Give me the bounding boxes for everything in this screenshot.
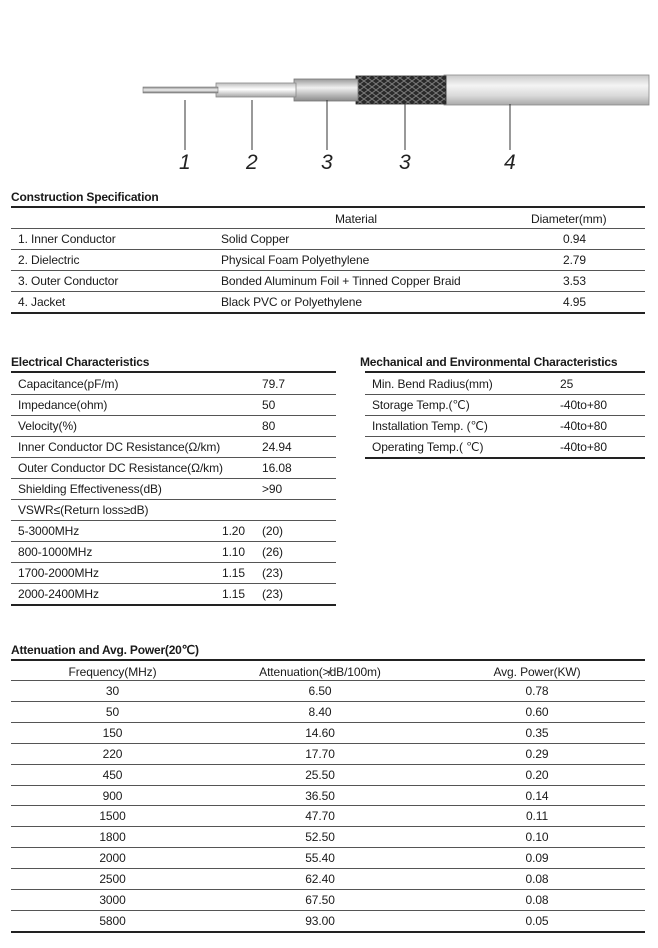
attenuation-value: 67.50	[305, 893, 335, 907]
mechanical-row-label: Installation Temp. (℃)	[372, 419, 488, 433]
attenuation-value: 17.70	[305, 747, 335, 761]
attenuation-frequency: 5800	[99, 914, 126, 928]
attenuation-row-divider	[11, 701, 645, 702]
construction-header-rule	[11, 228, 645, 229]
attenuation-row-divider	[11, 743, 645, 744]
electrical-row-value: >90	[262, 482, 283, 496]
vswr-band: 800-1000MHz	[18, 545, 93, 559]
electrical-row-label: Outer Conductor DC Resistance(Ω/km)	[18, 461, 223, 475]
attenuation-frequency: 2500	[99, 872, 126, 886]
attenuation-row-divider	[11, 785, 645, 786]
construction-row-part: 4. Jacket	[18, 295, 66, 309]
attenuation-power: 0.20	[525, 768, 549, 782]
attenuation-header-attenuation: Attenuation(≯dB/100m)	[259, 665, 381, 679]
vswr-value: 1.10	[222, 545, 245, 559]
construction-row-diameter: 0.94	[563, 232, 586, 246]
construction-top-rule	[11, 206, 645, 208]
construction-row-divider	[11, 270, 645, 271]
jacket-layer	[444, 75, 649, 105]
attenuation-row-divider	[11, 805, 645, 806]
construction-row-diameter: 2.79	[563, 253, 586, 267]
attenuation-power: 0.09	[525, 851, 549, 865]
construction-header-diameter: Diameter(mm)	[531, 212, 607, 226]
electrical-row-value: 24.94	[262, 440, 292, 454]
attenuation-power: 0.10	[525, 830, 549, 844]
attenuation-bottom-rule	[11, 931, 645, 933]
callout-3a: 3	[321, 151, 333, 174]
attenuation-row-divider	[11, 722, 645, 723]
electrical-row-divider	[11, 499, 336, 500]
electrical-row-label: Velocity(%)	[18, 419, 77, 433]
electrical-row-label: Inner Conductor DC Resistance(Ω/km)	[18, 440, 221, 454]
vswr-label: VSWR≤(Return loss≥dB)	[18, 503, 149, 517]
attenuation-row-divider	[11, 764, 645, 765]
mechanical-row-divider	[365, 415, 645, 416]
electrical-row-label: Capacitance(pF/m)	[18, 377, 119, 391]
attenuation-value: 55.40	[305, 851, 335, 865]
construction-row-material: Solid Copper	[221, 232, 290, 246]
mechanical-row-label: Storage Temp.(℃)	[372, 398, 470, 412]
attenuation-row-divider	[11, 826, 645, 827]
mechanical-row-value: 25	[560, 377, 574, 391]
attenuation-value: 8.40	[308, 705, 332, 719]
attenuation-value: 14.60	[305, 726, 335, 740]
construction-row-material: Physical Foam Polyethylene	[221, 253, 370, 267]
attenuation-power: 0.78	[525, 684, 549, 698]
construction-header-material: Material	[335, 212, 377, 226]
attenuation-power: 0.08	[525, 872, 549, 886]
attenuation-top-rule	[11, 659, 645, 661]
construction-row-diameter: 3.53	[563, 274, 586, 288]
mechanical-row-divider	[365, 394, 645, 395]
construction-row-material: Bonded Aluminum Foil + Tinned Copper Braid	[221, 274, 461, 288]
vswr-value: 1.20	[222, 524, 245, 538]
electrical-row-value: 16.08	[262, 461, 292, 475]
attenuation-power: 0.29	[525, 747, 549, 761]
attenuation-row-divider	[11, 889, 645, 890]
electrical-row-divider	[11, 541, 336, 542]
attenuation-row-divider	[11, 847, 645, 848]
braid-layer	[356, 76, 446, 104]
mechanical-row-divider	[365, 436, 645, 437]
attenuation-value: 52.50	[305, 830, 335, 844]
vswr-return-loss: (23)	[262, 587, 283, 601]
electrical-row-divider	[11, 394, 336, 395]
vswr-return-loss: (23)	[262, 566, 283, 580]
attenuation-row-divider	[11, 910, 645, 911]
electrical-bottom-rule	[11, 604, 336, 606]
electrical-row-divider	[11, 457, 336, 458]
attenuation-frequency: 450	[102, 768, 123, 782]
attenuation-frequency: 1800	[99, 830, 126, 844]
mechanical-bottom-rule	[365, 457, 645, 459]
electrical-row-value: 50	[262, 398, 276, 412]
electrical-row-divider	[11, 478, 336, 479]
mechanical-row-label: Operating Temp.( ℃)	[372, 440, 484, 454]
attenuation-value: 62.40	[305, 872, 335, 886]
callout-3b: 3	[399, 151, 411, 174]
electrical-row-divider	[11, 415, 336, 416]
construction-row-part: 3. Outer Conductor	[18, 274, 119, 288]
attenuation-row-divider	[11, 868, 645, 869]
attenuation-frequency: 900	[102, 789, 123, 803]
attenuation-frequency: 30	[105, 684, 120, 698]
attenuation-power: 0.08	[525, 893, 549, 907]
vswr-band: 1700-2000MHz	[18, 566, 99, 580]
attenuation-frequency: 2000	[99, 851, 126, 865]
attenuation-value: 36.50	[305, 789, 335, 803]
mechanical-row-label: Min. Bend Radius(mm)	[372, 377, 493, 391]
foil-layer	[294, 79, 358, 101]
construction-row-material: Black PVC or Polyethylene	[221, 295, 362, 309]
mechanical-title: Mechanical and Environmental Characteristics	[360, 355, 618, 369]
electrical-row-divider	[11, 436, 336, 437]
electrical-row-divider	[11, 583, 336, 584]
construction-row-part: 1. Inner Conductor	[18, 232, 116, 246]
attenuation-value: 47.70	[305, 809, 335, 823]
electrical-row-label: Shielding Effectiveness(dB)	[18, 482, 162, 496]
electrical-row-value: 79.7	[262, 377, 285, 391]
inner-conductor	[143, 87, 218, 93]
vswr-return-loss: (20)	[262, 524, 283, 538]
attenuation-header-power: Avg. Power(KW)	[493, 665, 581, 679]
vswr-band: 2000-2400MHz	[18, 587, 99, 601]
construction-bottom-rule	[11, 312, 645, 314]
electrical-row-label: Impedance(ohm)	[18, 398, 108, 412]
construction-row-divider	[11, 291, 645, 292]
dielectric-layer	[216, 83, 296, 97]
attenuation-header-frequency: Frequency(MHz)	[68, 665, 157, 679]
mechanical-row-value: -40to+80	[560, 419, 607, 433]
vswr-return-loss: (26)	[262, 545, 283, 559]
electrical-top-rule	[11, 371, 336, 373]
attenuation-header-rule	[11, 680, 645, 681]
attenuation-value: 93.00	[305, 914, 335, 928]
attenuation-frequency: 1500	[99, 809, 126, 823]
electrical-row-divider	[11, 520, 336, 521]
attenuation-power: 0.35	[525, 726, 549, 740]
vswr-band: 5-3000MHz	[18, 524, 80, 538]
attenuation-frequency: 50	[105, 705, 120, 719]
attenuation-frequency: 220	[102, 747, 123, 761]
attenuation-power: 0.05	[525, 914, 549, 928]
attenuation-value: 6.50	[308, 684, 332, 698]
vswr-value: 1.15	[222, 566, 245, 580]
mechanical-row-value: -40to+80	[560, 398, 607, 412]
construction-row-part: 2. Dielectric	[18, 253, 80, 267]
attenuation-value: 25.50	[305, 768, 335, 782]
attenuation-power: 0.60	[525, 705, 549, 719]
callout-2: 2	[246, 151, 258, 174]
attenuation-title: Attenuation and Avg. Power(20℃)	[11, 643, 199, 657]
attenuation-frequency: 150	[102, 726, 123, 740]
vswr-value: 1.15	[222, 587, 245, 601]
construction-row-diameter: 4.95	[563, 295, 586, 309]
construction-row-divider	[11, 249, 645, 250]
mechanical-row-value: -40to+80	[560, 440, 607, 454]
callout-4: 4	[504, 151, 516, 174]
electrical-title: Electrical Characteristics	[11, 355, 150, 369]
construction-title: Construction Specification	[11, 190, 159, 204]
attenuation-power: 0.11	[525, 809, 549, 823]
electrical-row-divider	[11, 562, 336, 563]
attenuation-power: 0.14	[525, 789, 549, 803]
mechanical-top-rule	[365, 371, 645, 373]
electrical-row-value: 80	[262, 419, 276, 433]
callout-1: 1	[179, 151, 191, 174]
attenuation-frequency: 3000	[99, 893, 126, 907]
